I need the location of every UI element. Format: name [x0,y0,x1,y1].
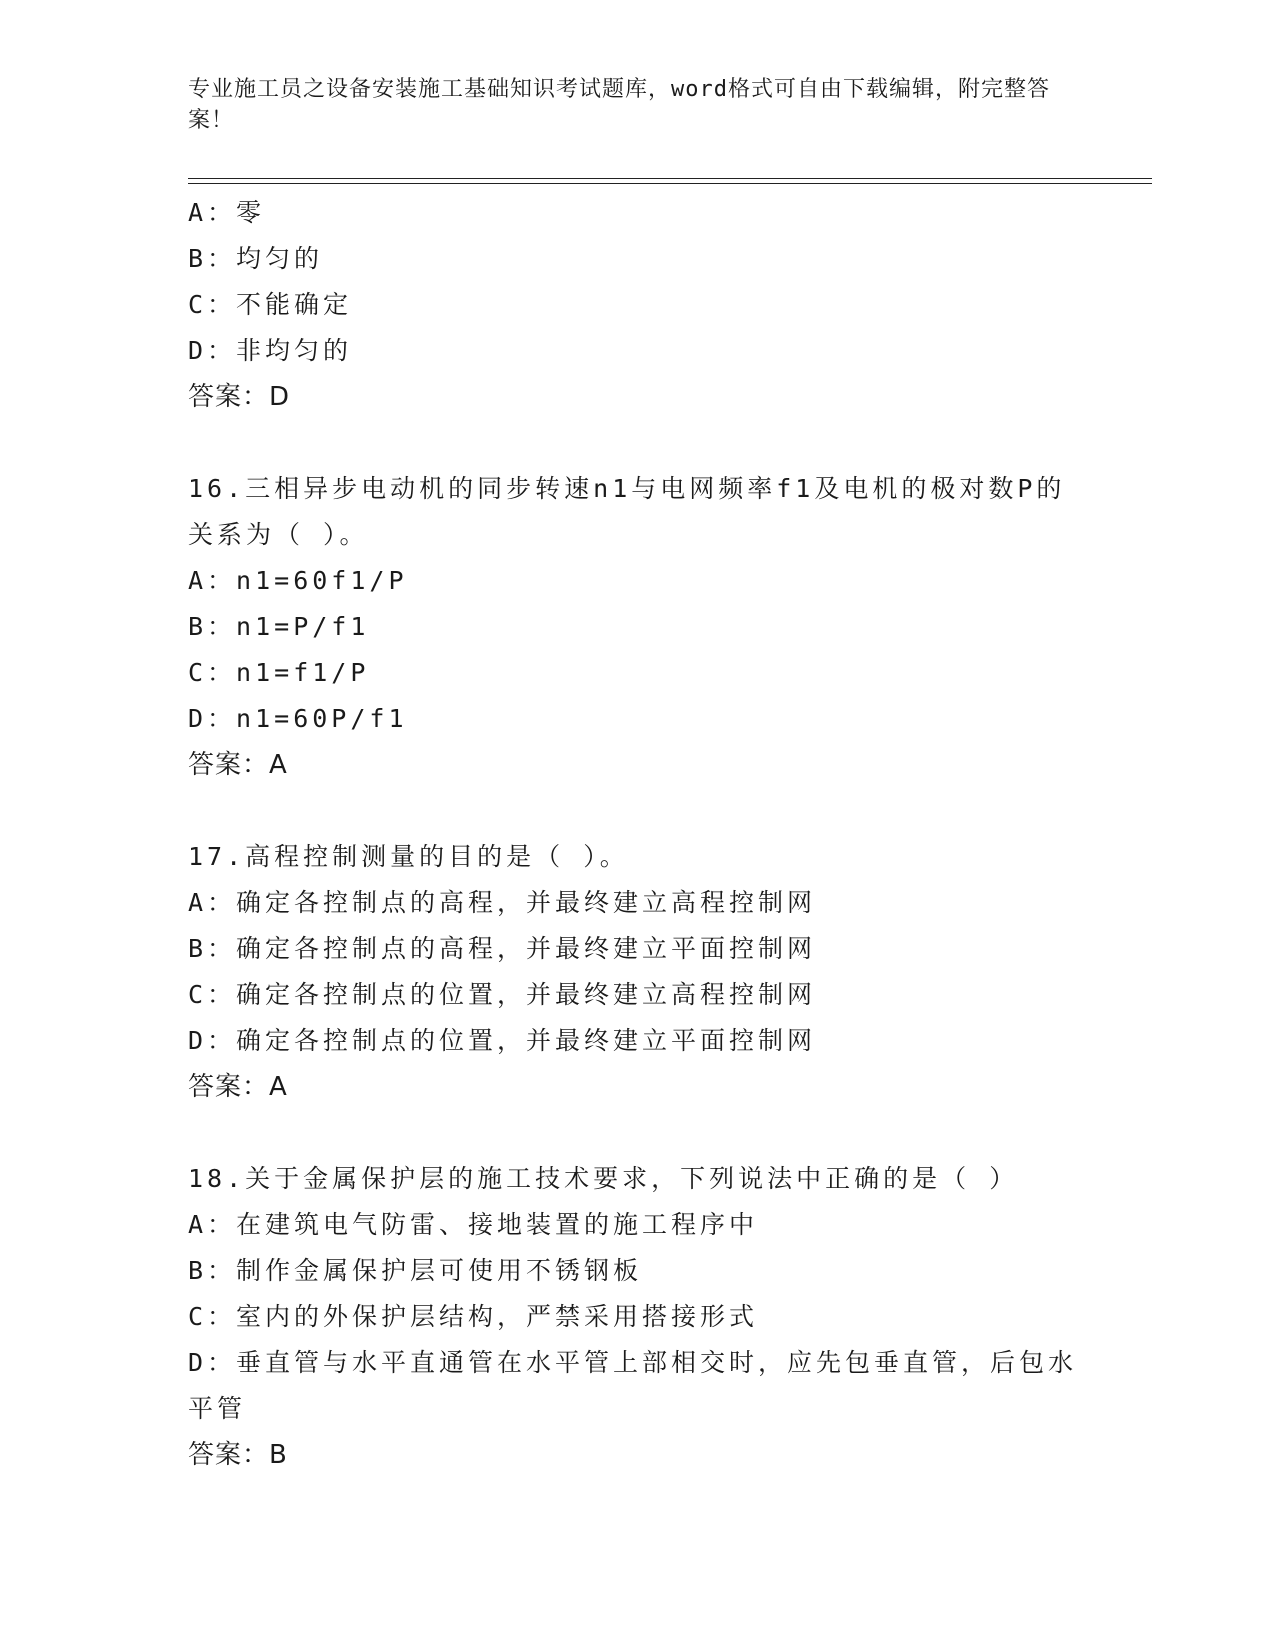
option-c: C：不能确定 [188,290,353,319]
header-divider-bottom [188,183,1152,184]
option-d: D：垂直管与水平直通管在水平管上部相交时，应先包垂直管，后包水平管 [188,1348,1078,1423]
option-d: D：n1=60P/f1 [188,704,408,733]
question-17 [188,834,1088,1110]
spacer [188,788,1088,834]
option-b: B：确定各控制点的高程，并最终建立平面控制网 [188,934,817,963]
option-a: A：在建筑电气防雷、接地装置的施工程序中 [188,1210,759,1239]
question-text: 16.三相异步电动机的同步转速n1与电网频率f1及电机的极对数P的关系为（ ）。 [188,474,1066,549]
option-d: D：确定各控制点的位置，并最终建立平面控制网 [188,1026,817,1055]
option-b: B：均匀的 [188,244,324,273]
header-divider-top [188,178,1152,179]
option-c: C：n1=f1/P [188,658,370,687]
answer: 答案：A [188,1072,288,1102]
question-list [188,190,1088,1478]
question-15 [188,190,1088,420]
option-b: B：制作金属保护层可使用不锈钢板 [188,1256,643,1285]
option-a: A：n1=60f1/P [188,566,408,595]
option-b: B：n1=P/f1 [188,612,370,641]
question-text: 18.关于金属保护层的施工技术要求，下列说法中正确的是（ ） [188,1164,1019,1193]
option-a: A：零 [188,198,266,227]
answer: 答案：D [188,382,291,412]
option-a: A：确定各控制点的高程，并最终建立高程控制网 [188,888,817,917]
question-16 [188,466,1088,788]
spacer [188,1110,1088,1156]
option-d: D：非均匀的 [188,336,353,365]
document-header: 专业施工员之设备安装施工基础知识考试题库，word格式可自由下载编辑，附完整答案！ [188,77,1050,133]
answer: 答案：B [188,1440,288,1470]
spacer [188,420,1088,466]
answer: 答案：A [188,750,288,780]
option-c: C：室内的外保护层结构，严禁采用搭接形式 [188,1302,759,1331]
question-18 [188,1156,1088,1478]
question-text: 17.高程控制测量的目的是（ ）。 [188,842,629,871]
option-c: C：确定各控制点的位置，并最终建立高程控制网 [188,980,817,1009]
